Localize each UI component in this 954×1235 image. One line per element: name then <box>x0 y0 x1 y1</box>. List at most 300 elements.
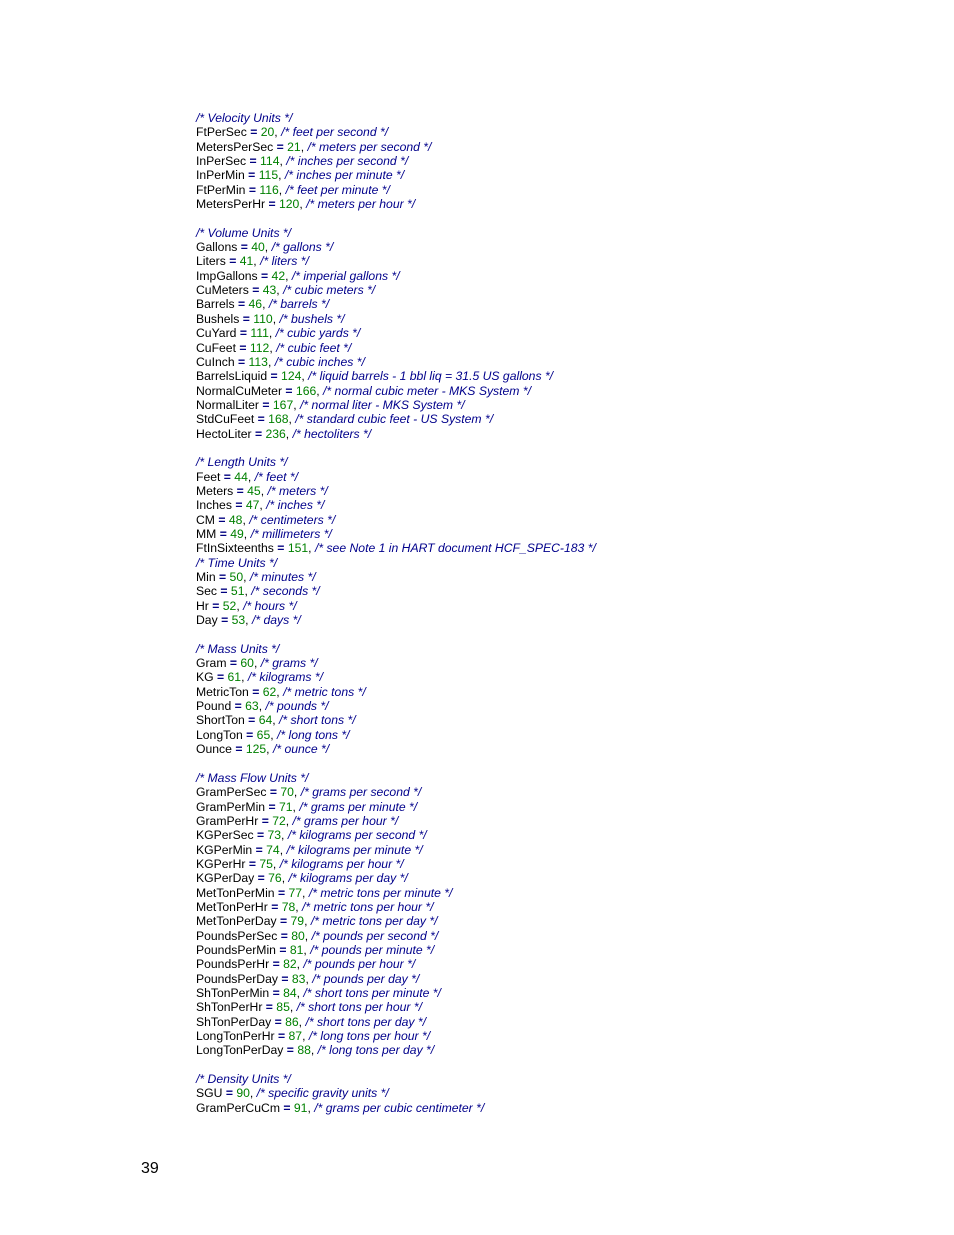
enum-name: Feet <box>196 469 221 484</box>
assign-operator: = <box>283 1100 291 1115</box>
assign-operator: = <box>239 326 247 341</box>
enum-entry <box>196 427 596 441</box>
enum-entry <box>196 1043 596 1057</box>
separator: , <box>305 971 309 986</box>
unit-section <box>196 556 596 642</box>
enum-value: 236 <box>265 426 286 441</box>
separator: , <box>281 828 285 843</box>
assign-operator: = <box>238 354 246 369</box>
enum-value: 81 <box>289 942 304 957</box>
assign-operator: = <box>252 283 260 298</box>
enum-value: 62 <box>262 684 277 699</box>
assign-operator: = <box>272 985 280 1000</box>
enum-name: BarrelsLiquid <box>196 369 268 384</box>
enum-name: CM <box>196 512 215 527</box>
assign-operator: = <box>274 1014 282 1029</box>
enum-entry <box>196 297 596 311</box>
enum-value: 151 <box>287 541 309 556</box>
assign-operator: = <box>276 139 284 154</box>
assign-operator: = <box>240 240 248 255</box>
enum-entry <box>196 828 596 842</box>
enum-comment: /* grams per hour */ <box>292 813 399 828</box>
enum-value: 63 <box>245 699 259 714</box>
separator: , <box>242 512 246 527</box>
assign-operator: = <box>286 1043 294 1058</box>
enum-entry <box>196 398 596 412</box>
enum-comment: /* pounds per minute */ <box>310 942 435 957</box>
enum-value: 49 <box>230 526 244 541</box>
enum-comment: /* kilograms per day */ <box>288 871 408 886</box>
enum-value: 46 <box>248 297 263 312</box>
enum-name: NormalCuMeter <box>196 383 283 398</box>
code-listing <box>196 111 596 1115</box>
enum-comment: /* specific gravity units */ <box>256 1086 389 1101</box>
separator: , <box>279 842 284 857</box>
separator: , <box>292 799 296 814</box>
section-header-comment: /* Density Units */ <box>196 1072 291 1087</box>
enum-name: StdCuFeet <box>196 412 255 427</box>
assign-operator: = <box>219 526 227 541</box>
enum-comment: /* feet per minute */ <box>285 182 390 197</box>
enum-comment: /* grams per minute */ <box>299 799 418 814</box>
separator: , <box>245 613 249 628</box>
enum-value: 91 <box>293 1100 308 1115</box>
enum-comment: /* metric tons per hour */ <box>302 899 434 914</box>
assign-operator: = <box>252 684 260 699</box>
assign-operator: = <box>223 469 231 484</box>
enum-name: PoundsPerMin <box>196 942 276 957</box>
enum-comment: /* imperial gallons */ <box>291 268 400 283</box>
enum-name: KGPerSec <box>196 828 254 843</box>
enum-value: 90 <box>236 1086 250 1101</box>
separator: , <box>288 412 292 427</box>
enum-entry <box>196 1086 596 1100</box>
blank-line <box>196 211 596 225</box>
section-header-comment: /* Mass Units */ <box>196 641 280 656</box>
enum-comment: /* inches per second */ <box>286 154 409 169</box>
enum-entry <box>196 269 596 283</box>
enum-comment: /* short tons */ <box>279 713 356 728</box>
enum-entry <box>196 814 596 828</box>
enum-value: 40 <box>251 240 265 255</box>
enum-name: Gram <box>196 656 227 671</box>
assign-operator: = <box>268 197 276 212</box>
assign-operator: = <box>285 383 293 398</box>
separator: , <box>268 326 273 341</box>
enum-entry <box>196 470 596 484</box>
assign-operator: = <box>257 871 265 886</box>
enum-value: 78 <box>281 899 296 914</box>
enum-value: 113 <box>248 354 268 369</box>
enum-comment: /* standard cubic feet - US System */ <box>295 412 494 427</box>
enum-name: ShTonPerMin <box>196 985 270 1000</box>
enum-comment: /* pounds */ <box>265 699 329 714</box>
enum-comment: /* cubic yards */ <box>275 326 361 341</box>
enum-comment: /* short tons per hour */ <box>296 1000 422 1015</box>
enum-name: MetTonPerMin <box>196 885 275 900</box>
enum-value: 48 <box>228 512 243 527</box>
separator: , <box>266 742 270 757</box>
enum-entry <box>196 355 596 369</box>
enum-entry <box>196 513 596 527</box>
enum-entry <box>196 929 596 943</box>
enum-comment: /* grams */ <box>260 656 318 671</box>
enum-comment: /* cubic inches */ <box>274 354 365 369</box>
assign-operator: = <box>219 570 227 584</box>
enum-value: 42 <box>271 268 286 283</box>
enum-name: Gallons <box>196 240 238 255</box>
separator: , <box>307 1100 311 1115</box>
enum-comment: /* gallons */ <box>271 240 334 255</box>
enum-value: 65 <box>256 727 271 742</box>
enum-value: 87 <box>288 1029 303 1043</box>
separator: , <box>270 727 274 742</box>
enum-name: Min <box>196 570 216 584</box>
enum-name: GramPerSec <box>196 785 267 800</box>
section-header-comment: /* Velocity Units */ <box>196 111 293 125</box>
enum-value: 114 <box>260 154 280 169</box>
separator: , <box>296 985 301 1000</box>
separator: , <box>304 914 308 929</box>
enum-value: 41 <box>239 254 254 269</box>
enum-entry <box>196 369 596 383</box>
assign-operator: = <box>248 182 256 197</box>
enum-name: Day <box>196 613 218 628</box>
page-number: 39 <box>141 1160 159 1177</box>
enum-name: LongTon <box>196 727 243 742</box>
enum-entry <box>196 1029 596 1043</box>
enum-entry <box>196 843 596 857</box>
separator: , <box>298 1014 303 1029</box>
enum-name: InPerSec <box>196 154 247 169</box>
enum-comment: /* long tons per day */ <box>317 1043 435 1058</box>
assign-operator: = <box>225 1086 233 1101</box>
assign-operator: = <box>269 785 277 800</box>
enum-entry <box>196 125 596 139</box>
enum-entry <box>196 384 596 398</box>
enum-name: PoundsPerHr <box>196 957 270 972</box>
enum-entry <box>196 742 596 756</box>
enum-comment: /* centimeters */ <box>249 512 336 527</box>
enum-name: Inches <box>196 498 232 513</box>
enum-name: LongTonPerDay <box>196 1043 284 1058</box>
separator: , <box>264 240 269 255</box>
separator: , <box>258 699 263 714</box>
enum-name: Ounce <box>196 742 232 757</box>
enum-name: CuFeet <box>196 340 236 355</box>
enum-entry <box>196 570 596 584</box>
separator: , <box>316 383 320 398</box>
separator: , <box>285 813 290 828</box>
enum-entry <box>196 886 596 900</box>
separator: , <box>274 125 278 140</box>
enum-entry <box>196 685 596 699</box>
enum-name: KGPerHr <box>196 856 246 871</box>
separator: , <box>244 584 248 599</box>
enum-name: InPerMin <box>196 168 245 183</box>
separator: , <box>249 1086 254 1101</box>
enum-name: ShortTon <box>196 713 245 728</box>
separator: , <box>293 397 297 412</box>
assign-operator: = <box>221 613 229 628</box>
enum-comment: /* grams per second */ <box>300 785 422 800</box>
enum-value: 44 <box>234 469 248 484</box>
assign-operator: = <box>277 885 286 900</box>
separator: , <box>296 957 301 972</box>
enum-value: 124 <box>281 369 302 384</box>
enum-name: Hr <box>196 598 209 613</box>
enum-comment: /* kilograms */ <box>247 670 324 685</box>
enum-comment: /* normal liter - MKS System */ <box>300 397 465 412</box>
enum-entry <box>196 857 596 871</box>
assign-operator: = <box>272 957 280 972</box>
enum-entry <box>196 713 596 727</box>
enum-entry <box>196 283 596 297</box>
assign-operator: = <box>229 656 237 671</box>
unit-section <box>196 455 596 555</box>
unit-section <box>196 642 596 771</box>
enum-value: 77 <box>288 885 303 900</box>
assign-operator: = <box>234 699 242 714</box>
enum-name: MetTonPerHr <box>196 899 268 914</box>
enum-comment: /* metric tons per minute */ <box>308 885 453 900</box>
separator: , <box>276 283 280 298</box>
enum-name: GramPerHr <box>196 813 259 828</box>
enum-entry <box>196 154 596 168</box>
enum-name: ImpGallons <box>196 268 258 283</box>
enum-name: NormalLiter <box>196 397 259 412</box>
enum-entry <box>196 1000 596 1014</box>
enum-comment: /* normal cubic meter - MKS System */ <box>323 383 531 398</box>
enum-value: 86 <box>285 1014 299 1029</box>
enum-value: 110 <box>253 311 273 326</box>
enum-comment: /* long tons */ <box>277 727 350 742</box>
separator: , <box>278 168 282 183</box>
enum-value: 88 <box>297 1043 311 1058</box>
enum-entry <box>196 785 596 799</box>
enum-value: 168 <box>268 412 289 427</box>
enum-comment: /* bushels */ <box>279 311 345 326</box>
assign-operator: = <box>257 412 265 427</box>
assign-operator: = <box>256 828 265 843</box>
enum-value: 82 <box>283 957 297 972</box>
enum-entry <box>196 871 596 885</box>
enum-name: ShTonPerHr <box>196 1000 263 1015</box>
assign-operator: = <box>235 498 243 513</box>
separator: , <box>300 139 305 154</box>
enum-entry <box>196 670 596 684</box>
enum-comment: /* kilograms per second */ <box>287 828 427 843</box>
blank-line <box>196 1058 596 1072</box>
assign-operator: = <box>248 168 256 183</box>
enum-value: 72 <box>272 813 286 828</box>
enum-value: 21 <box>287 139 301 154</box>
enum-comment: /* seconds */ <box>251 584 320 599</box>
enum-entry <box>196 498 596 512</box>
enum-name: FtInSixteenths <box>196 541 274 556</box>
enum-name: LongTonPerHr <box>196 1029 275 1043</box>
enum-name: MetricTon <box>196 684 249 699</box>
separator: , <box>285 268 289 283</box>
separator: , <box>299 197 303 212</box>
section-header-comment: /* Time Units */ <box>196 555 278 570</box>
enum-comment: /* millimeters */ <box>250 526 332 541</box>
enum-comment: /* see Note 1 in HART document HCF_SPEC-183 */ <box>314 541 596 556</box>
enum-name: CuYard <box>196 326 237 341</box>
enum-value: 75 <box>259 856 273 871</box>
enum-value: 60 <box>240 656 254 671</box>
assign-operator: = <box>248 856 256 871</box>
section-header-comment: /* Volume Units */ <box>196 225 292 240</box>
separator: , <box>302 885 306 900</box>
enum-name: SGU <box>196 1086 223 1101</box>
enum-value: 116 <box>259 182 279 197</box>
separator: , <box>272 713 276 728</box>
enum-value: 64 <box>258 713 273 728</box>
enum-comment: /* kilograms per hour */ <box>279 856 404 871</box>
enum-comment: /* long tons per hour */ <box>308 1029 431 1043</box>
separator: , <box>293 785 298 800</box>
enum-comment: /* meters per hour */ <box>306 197 416 212</box>
enum-comment: /* meters per second */ <box>307 139 432 154</box>
assign-operator: = <box>238 297 246 312</box>
blank-line <box>196 627 596 641</box>
enum-entry <box>196 341 596 355</box>
assign-operator: = <box>277 541 285 556</box>
assign-operator: = <box>242 311 250 326</box>
separator: , <box>278 182 283 197</box>
assign-operator: = <box>280 928 288 943</box>
assign-operator: = <box>218 512 226 527</box>
assign-operator: = <box>271 899 279 914</box>
enum-entry <box>196 972 596 986</box>
enum-value: 51 <box>230 584 245 599</box>
enum-comment: /* short tons per day */ <box>305 1014 427 1029</box>
enum-comment: /* cubic meters */ <box>283 283 376 298</box>
enum-comment: /* short tons per minute */ <box>303 985 441 1000</box>
enum-name: ShTonPerDay <box>196 1014 272 1029</box>
assign-operator: = <box>229 254 237 269</box>
enum-comment: /* feet per second */ <box>281 125 389 140</box>
separator: , <box>281 871 286 886</box>
enum-name: KGPerDay <box>196 871 255 886</box>
enum-entry <box>196 326 596 340</box>
enum-entry <box>196 412 596 426</box>
separator: , <box>276 684 280 699</box>
enum-value: 53 <box>231 613 246 628</box>
assign-operator: = <box>254 426 263 441</box>
separator: , <box>272 311 277 326</box>
blank-line <box>196 441 596 455</box>
enum-value: 166 <box>295 383 317 398</box>
enum-name: HectoLiter <box>196 426 252 441</box>
enum-value: 112 <box>249 340 270 355</box>
enum-comment: /* grams per cubic centimeter */ <box>314 1100 485 1115</box>
enum-entry <box>196 1015 596 1029</box>
separator: , <box>289 1000 294 1015</box>
assign-operator: = <box>270 369 278 384</box>
enum-value: 20 <box>260 125 275 140</box>
unit-section <box>196 226 596 456</box>
enum-comment: /* metric tons per day */ <box>310 914 438 929</box>
enum-value: 50 <box>229 570 244 584</box>
enum-entry <box>196 541 596 555</box>
enum-comment: /* cubic feet */ <box>276 340 352 355</box>
assign-operator: = <box>279 942 287 957</box>
enum-name: KGPerMin <box>196 842 253 857</box>
enum-comment: /* minutes */ <box>249 570 316 584</box>
enum-name: Bushels <box>196 311 240 326</box>
enum-entry <box>196 728 596 742</box>
enum-value: 120 <box>278 197 300 212</box>
enum-comment: /* barrels */ <box>268 297 330 312</box>
assign-operator: = <box>268 799 276 814</box>
enum-entry <box>196 800 596 814</box>
unit-section <box>196 111 596 226</box>
enum-entry <box>196 527 596 541</box>
enum-entry <box>196 943 596 957</box>
enum-name: PoundsPerDay <box>196 971 278 986</box>
enum-entry <box>196 168 596 182</box>
separator: , <box>310 1043 315 1058</box>
assign-operator: = <box>250 125 258 140</box>
assign-operator: = <box>262 397 270 412</box>
enum-comment: /* pounds per hour */ <box>303 957 416 972</box>
separator: , <box>272 856 277 871</box>
enum-entry <box>196 656 596 670</box>
separator: , <box>303 942 307 957</box>
enum-name: Liters <box>196 254 226 269</box>
enum-comment: /* days */ <box>251 613 301 628</box>
enum-value: 80 <box>291 928 305 943</box>
enum-name: FtPerSec <box>196 125 247 140</box>
enum-name: GramPerMin <box>196 799 266 814</box>
enum-entry <box>196 254 596 268</box>
enum-comment: /* inches */ <box>266 498 325 513</box>
enum-entry <box>196 183 596 197</box>
assign-operator: = <box>246 727 254 742</box>
enum-name: MM <box>196 526 217 541</box>
enum-entry <box>196 197 596 211</box>
enum-value: 125 <box>245 742 267 757</box>
enum-entry <box>196 900 596 914</box>
enum-comment: /* liquid barrels - 1 bbl liq = 31.5 US gallons */ <box>308 369 554 384</box>
enum-name: MetersPerHr <box>196 197 266 212</box>
enum-comment: /* feet */ <box>254 469 298 484</box>
enum-value: 74 <box>266 842 280 857</box>
separator: , <box>260 483 265 498</box>
separator: , <box>267 354 272 369</box>
enum-value: 76 <box>268 871 282 886</box>
enum-value: 45 <box>247 483 261 498</box>
assign-operator: = <box>255 842 263 857</box>
separator: , <box>253 656 258 671</box>
unit-section <box>196 771 596 1072</box>
enum-value: 83 <box>291 971 306 986</box>
enum-name: FtPerMin <box>196 182 246 197</box>
enum-value: 167 <box>272 397 294 412</box>
enum-name: KG <box>196 670 214 685</box>
assign-operator: = <box>248 713 256 728</box>
enum-name: Sec <box>196 584 218 599</box>
enum-name: Meters <box>196 483 234 498</box>
enum-comment: /* meters */ <box>267 483 328 498</box>
enum-name: Barrels <box>196 297 235 312</box>
enum-comment: /* ounce */ <box>272 742 330 757</box>
unit-section <box>196 1072 596 1115</box>
enum-value: 70 <box>280 785 294 800</box>
enum-name: CuInch <box>196 354 235 369</box>
